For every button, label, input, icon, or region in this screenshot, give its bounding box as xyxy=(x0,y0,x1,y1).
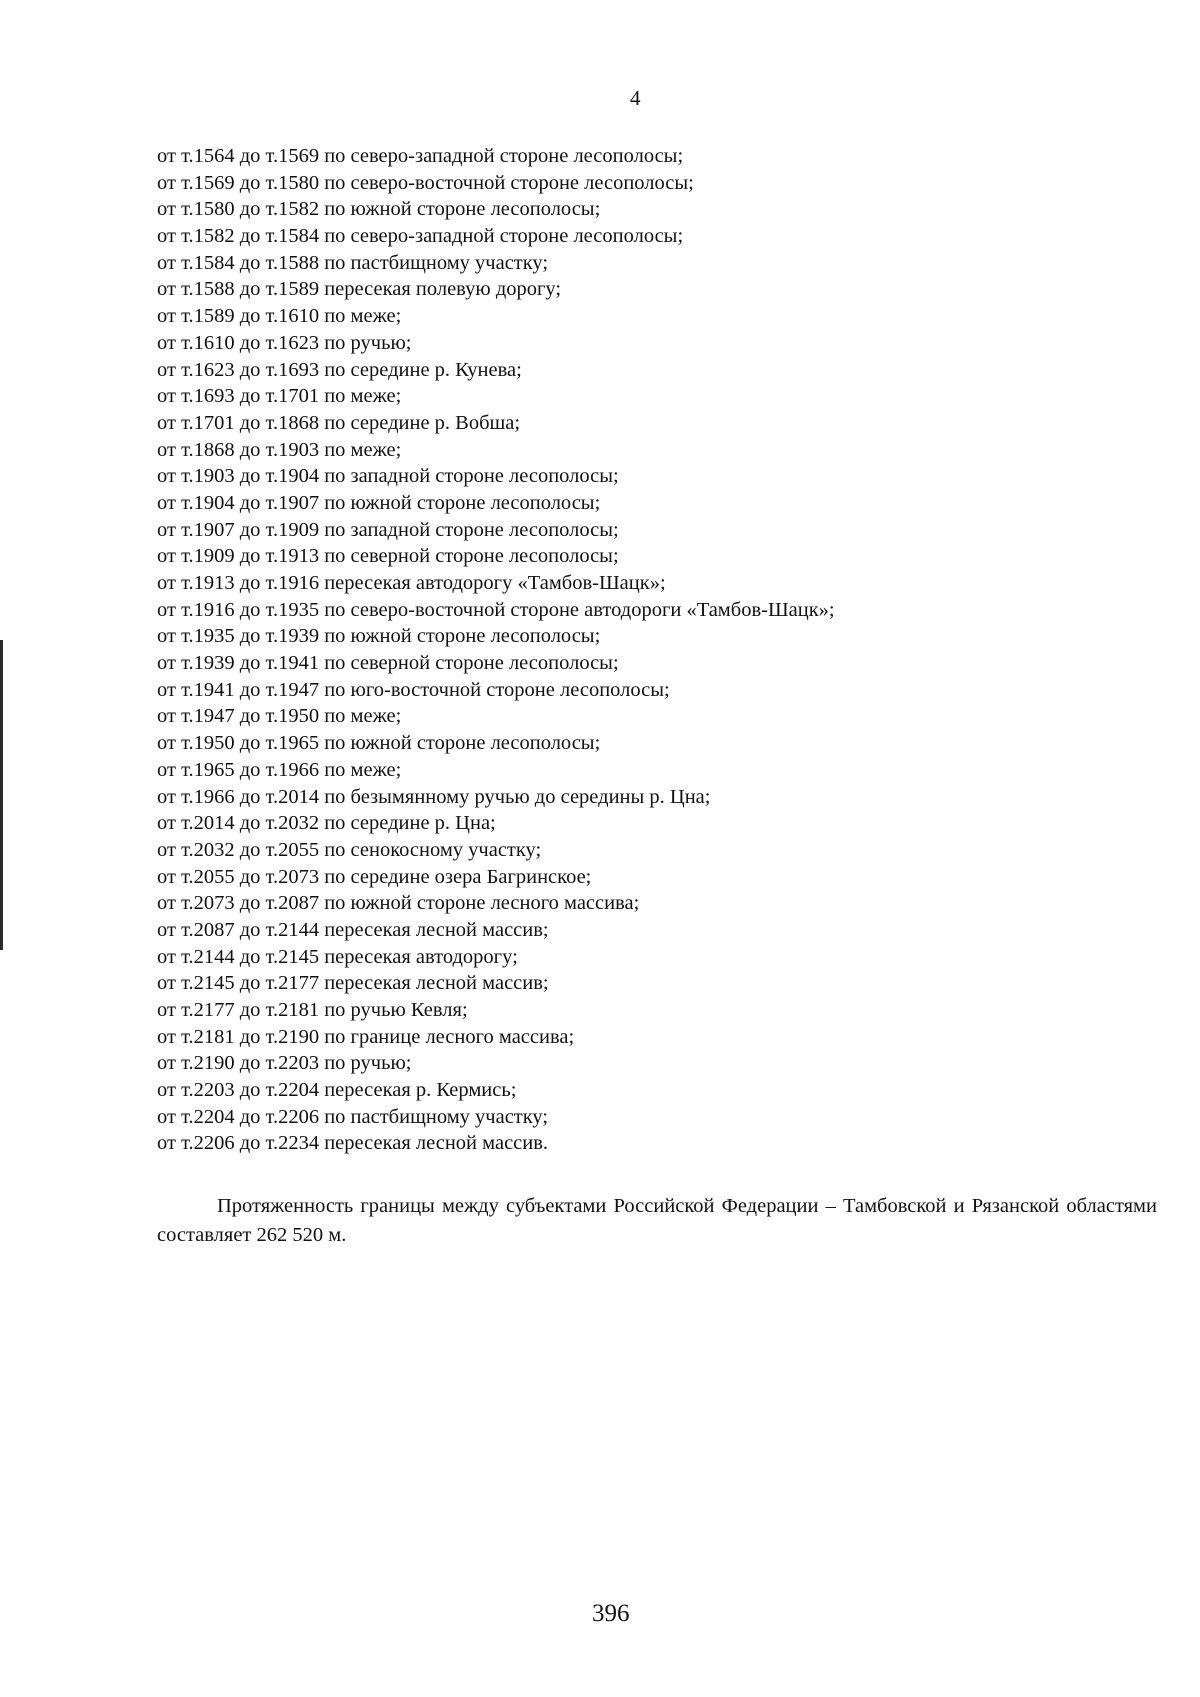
boundary-segment: от т.1965 до т.1966 по меже; xyxy=(157,758,402,781)
boundary-segment: от т.2145 до т.2177 пересекая лесной массив; xyxy=(157,972,549,995)
boundary-segment: от т.2032 до т.2055 по сенокосному участку; xyxy=(157,838,542,861)
boundary-segment: от т.2203 до т.2204 пересекая р. Кермись; xyxy=(157,1079,517,1102)
boundary-segment: от т.1610 до т.1623 по ручью; xyxy=(157,331,412,354)
boundary-segment: от т.2073 до т.2087 по южной стороне лесного массива; xyxy=(157,892,640,915)
boundary-segment: от т.2204 до т.2206 по пастбищному участку; xyxy=(157,1105,549,1128)
boundary-segment: от т.1916 до т.1935 по северо-восточной стороне автодороги «Тамбов-Шацк»; xyxy=(157,598,835,621)
boundary-segment: от т.1569 до т.1580 по северо-восточной стороне лесополосы; xyxy=(157,171,694,194)
boundary-segment: от т.1966 до т.2014 по безымянному ручью до середины р. Цна; xyxy=(157,785,711,808)
boundary-segment: от т.1907 до т.1909 по западной стороне лесополосы; xyxy=(157,518,619,541)
boundary-segment-list xyxy=(157,143,1157,1157)
boundary-segment: от т.1693 до т.1701 по меже; xyxy=(157,385,402,408)
boundary-segment: от т.2087 до т.2144 пересекая лесной массив; xyxy=(157,918,549,941)
boundary-segment: от т.1909 до т.1913 по северной стороне лесополосы; xyxy=(157,545,619,568)
boundary-segment: от т.1868 до т.1903 по меже; xyxy=(157,438,402,461)
boundary-segment: от т.1941 до т.1947 по юго-восточной стороне лесополосы; xyxy=(157,678,670,701)
boundary-length-summary: Протяженность границы между субъектами Российской Федерации – Тамбовской и Рязанской областями составляет 262 520 м. xyxy=(157,1195,1157,1246)
boundary-segment: от т.2181 до т.2190 по границе лесного массива; xyxy=(157,1025,575,1048)
boundary-segment: от т.1939 до т.1941 по северной стороне лесополосы; xyxy=(157,652,619,675)
scan-edge-mark xyxy=(0,640,3,950)
boundary-segment: от т.1623 до т.1693 по середине р. Кунева; xyxy=(157,358,522,381)
boundary-segment: от т.1904 до т.1907 по южной стороне лесополосы; xyxy=(157,491,601,514)
boundary-segment: от т.1950 до т.1965 по южной стороне лесополосы; xyxy=(157,732,601,755)
boundary-segment: от т.2055 до т.2073 по середине озера Багринское; xyxy=(157,865,592,888)
boundary-segment: от т.1564 до т.1569 по северо-западной стороне лесополосы; xyxy=(157,145,684,167)
boundary-segment: от т.1580 до т.1582 по южной стороне лесополосы; xyxy=(157,198,601,221)
boundary-segment: от т.1947 до т.1950 по меже; xyxy=(157,705,402,728)
boundary-segment: от т.2014 до т.2032 по середине р. Цна; xyxy=(157,812,496,835)
boundary-segment: от т.1588 до т.1589 пересекая полевую дорогу; xyxy=(157,278,562,301)
boundary-segment: от т.1913 до т.1916 пересекая автодорогу «Тамбов-Шацк»; xyxy=(157,572,666,594)
boundary-segment: от т.2177 до т.2181 по ручью Кевля; xyxy=(157,999,468,1021)
boundary-segment: от т.2206 до т.2234 пересекая лесной массив. xyxy=(157,1132,549,1155)
boundary-segment: от т.2190 до т.2203 по ручью; xyxy=(157,1052,412,1075)
boundary-segment: от т.1584 до т.1588 по пастбищному участку; xyxy=(157,251,549,274)
page-number-bottom: 396 xyxy=(592,1600,630,1627)
page-number-top: 4 xyxy=(630,86,641,110)
boundary-segment: от т.1935 до т.1939 по южной стороне лесополосы; xyxy=(157,625,601,648)
boundary-segment: от т.1582 до т.1584 по северо-западной стороне лесополосы; xyxy=(157,225,684,248)
boundary-segment: от т.1903 до т.1904 по западной стороне лесополосы; xyxy=(157,465,619,488)
boundary-segment: от т.2144 до т.2145 пересекая автодорогу; xyxy=(157,945,518,968)
boundary-segment: от т.1589 до т.1610 по меже; xyxy=(157,305,402,328)
boundary-segment: от т.1701 до т.1868 по середине р. Вобша; xyxy=(157,411,521,434)
